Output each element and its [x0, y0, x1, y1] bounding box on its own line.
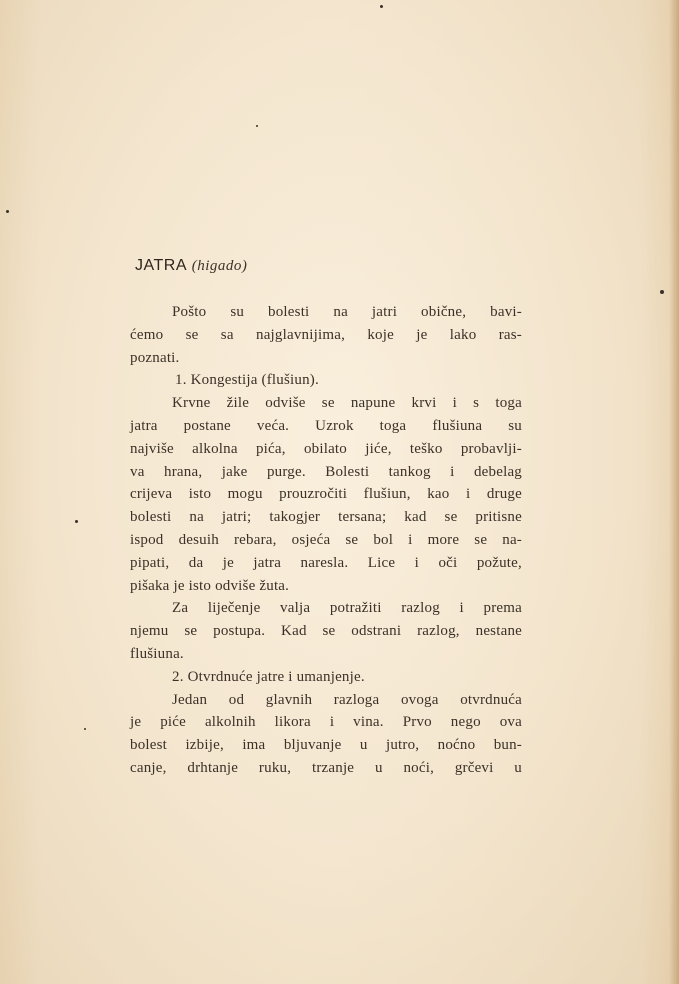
paper-speck — [6, 210, 9, 213]
text-line: 1. Kongestija (flušiun). — [175, 372, 319, 389]
text-line: ispod desuih rebara, osjeća se bol i more se na- — [130, 531, 522, 548]
paper-speck — [84, 728, 86, 730]
document-text — [130, 254, 522, 780]
text-line: Jedan od glavnih razloga ovoga otvrdnuća — [172, 691, 522, 708]
page-edge-shadow — [669, 0, 679, 984]
paper-speck — [75, 520, 78, 523]
text-line: jatra postane veća. Uzrok toga flušiuna su — [130, 417, 522, 434]
text-line: flušiuna. — [130, 645, 184, 662]
text-line: ćemo se sa najglavnijima, koje je lako ras- — [130, 326, 522, 343]
text-line: Krvne žile odviše se napune krvi i s toga — [172, 395, 522, 412]
text-line: poznati. — [130, 349, 180, 366]
text-line: va hrana, jake purge. Bolesti tankog i debelag — [130, 463, 522, 480]
text-line: bolest izbije, ima bljuvanje u jutro, noćno bun- — [130, 737, 522, 754]
heading-subtitle: (higado) — [191, 258, 248, 274]
paper-speck — [256, 125, 258, 127]
paper-speck — [660, 290, 664, 294]
text-line: crijeva isto mogu prouzročiti flušiun, kao i druge — [130, 486, 522, 503]
text-line: Za liječenje valja potražiti razlog i prema — [172, 600, 522, 617]
text-line: njemu se postupa. Kad se odstrani razlog, nestane — [130, 623, 522, 640]
text-line: 2. Otvrdnuće jatre i umanjenje. — [172, 668, 365, 685]
section-heading — [135, 254, 522, 277]
text-line: bolesti na jatri; takogjer tersana; kad se pritisne — [130, 509, 522, 526]
paper-speck — [380, 5, 383, 8]
text-line: Pošto su bolesti na jatri obične, bavi- — [172, 304, 522, 320]
text-line: najviše alkolna pića, obilato jiće, teško probavlji- — [130, 440, 522, 457]
heading-title: JATRA — [135, 257, 187, 274]
text-line: je piće alkolnih likora i vina. Prvo nego ova — [130, 714, 522, 731]
text-line: pišaka je isto odviše žuta. — [130, 577, 290, 594]
text-line: canje, drhtanje ruku, trzanje u noći, grčevi u — [130, 759, 522, 776]
text-line: pipati, da je jatra naresla. Lice i oči požute, — [130, 554, 522, 571]
